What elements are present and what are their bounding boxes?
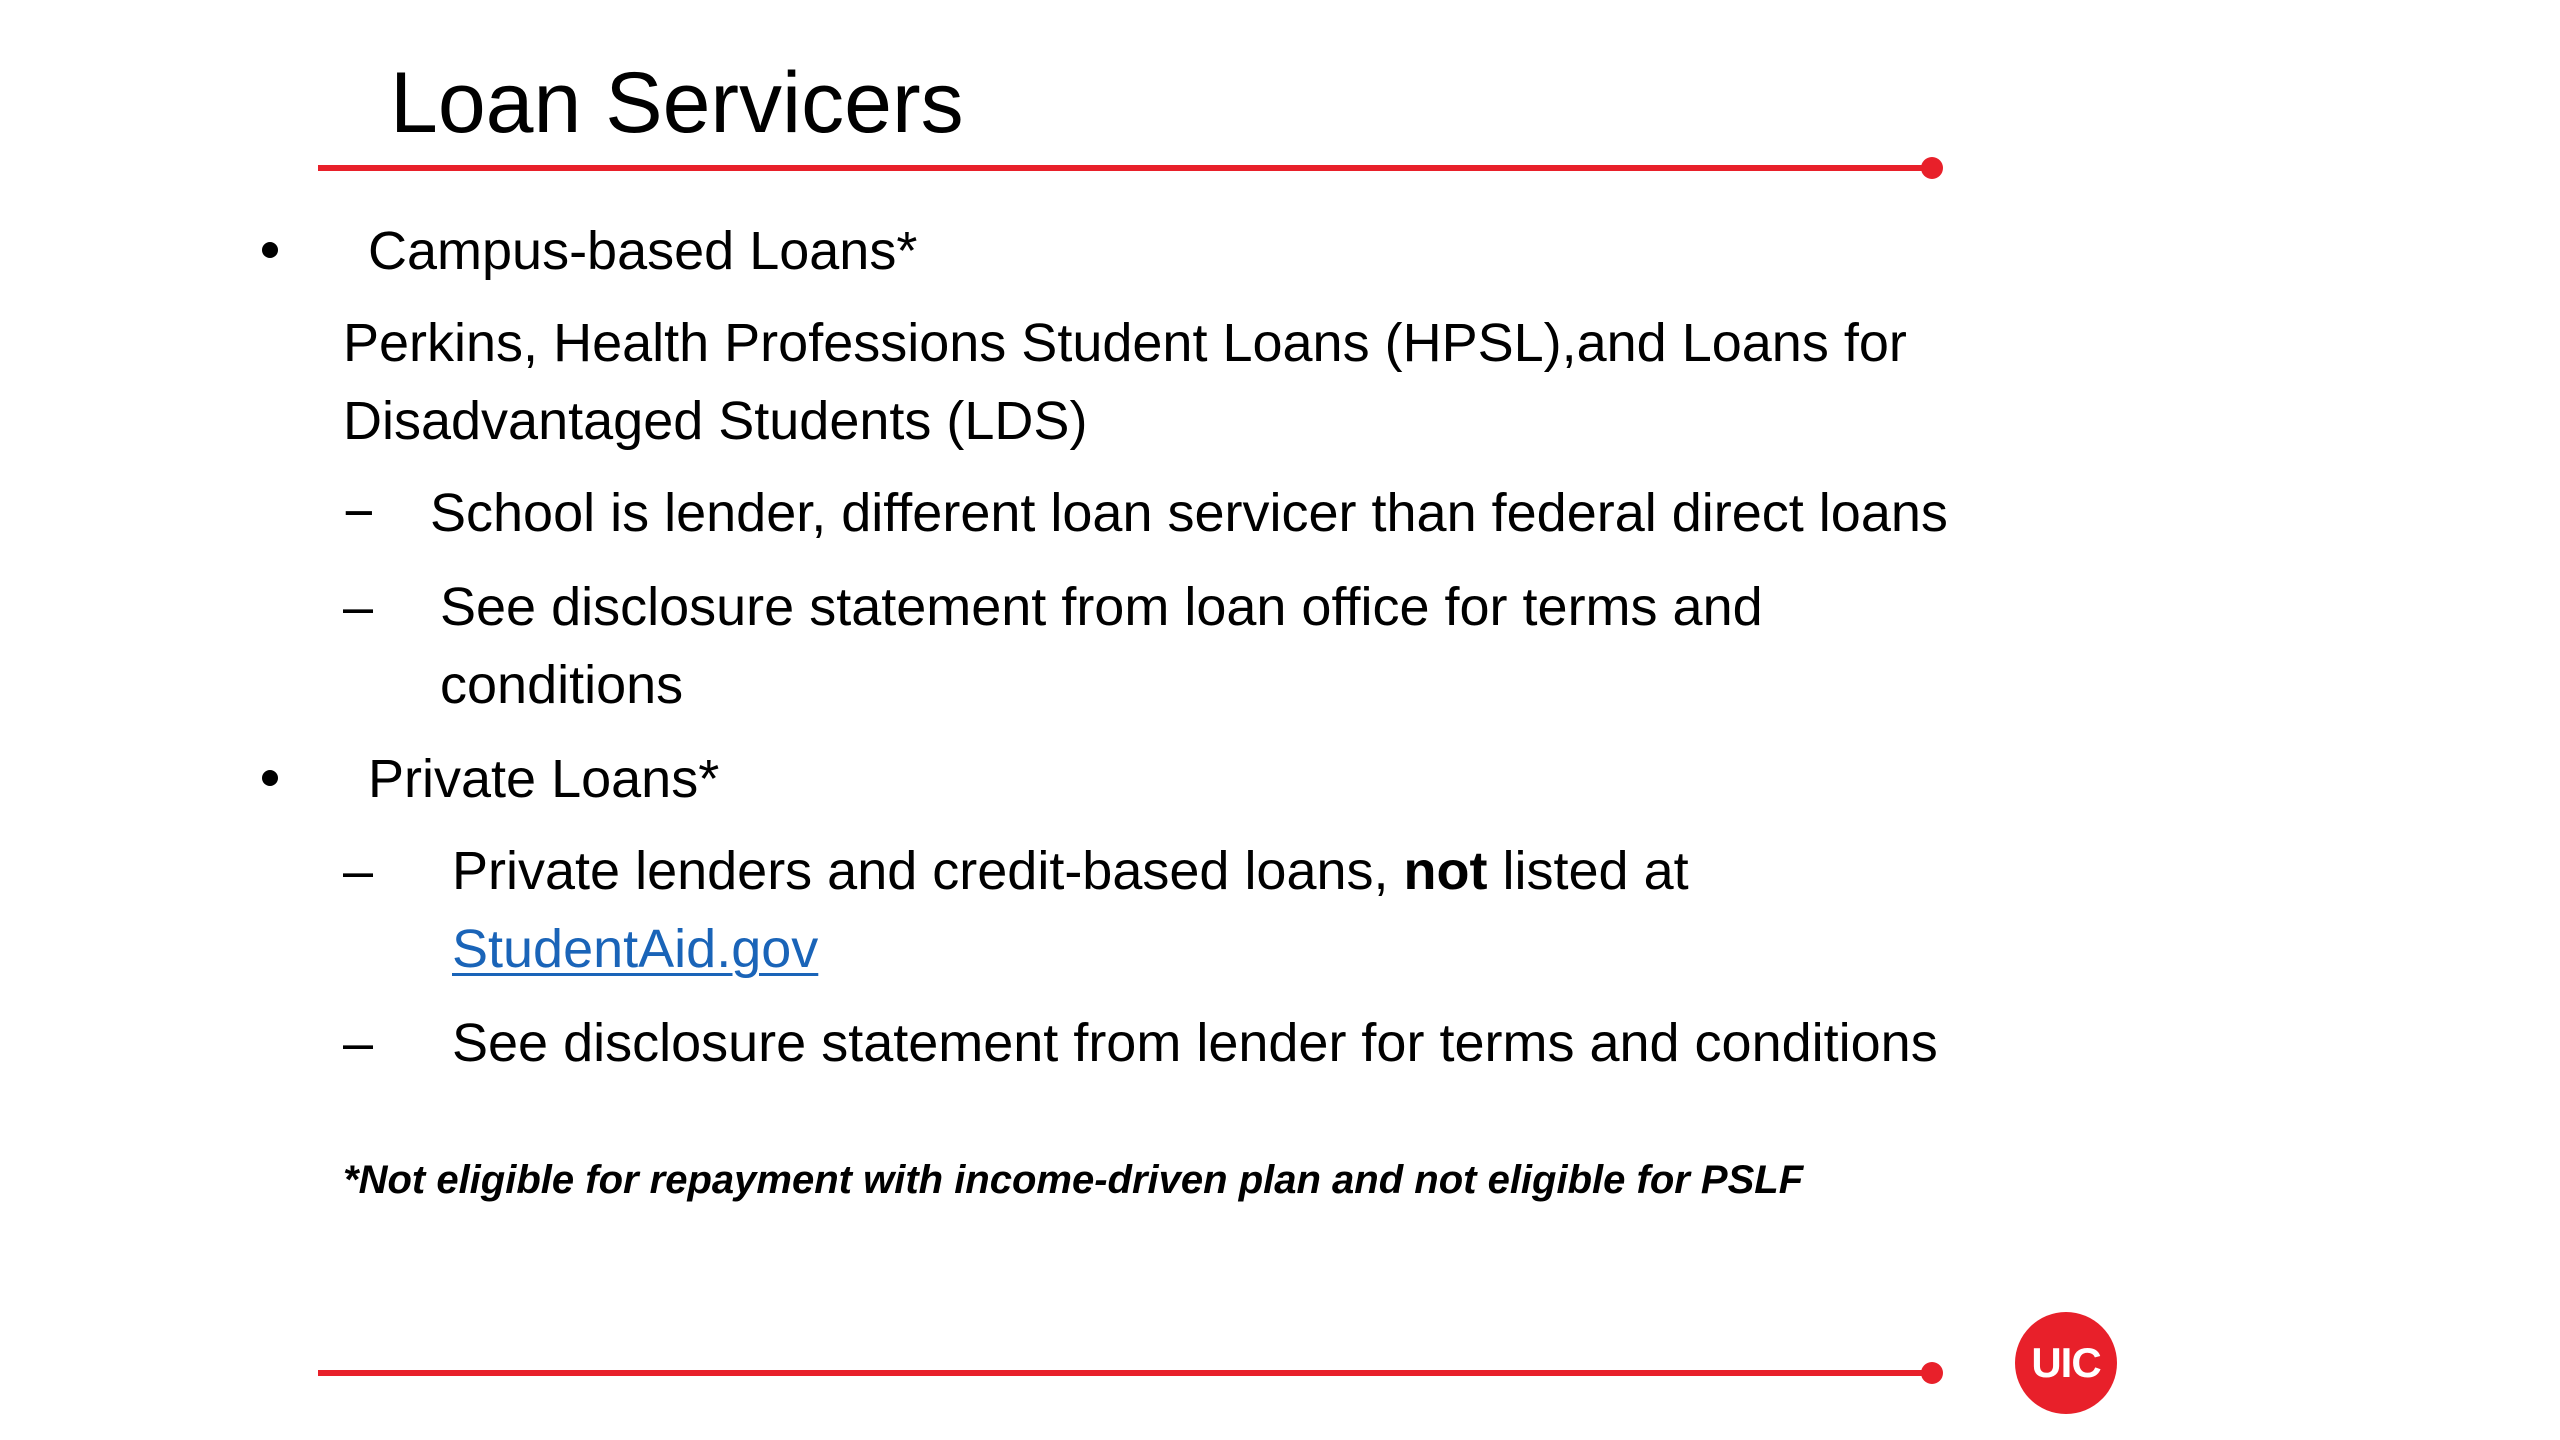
section1-description-line2: Disadvantaged Students (LDS) — [343, 391, 1088, 451]
bottom-divider-endpoint — [1921, 1362, 1943, 1384]
section2-heading: Private Loans* — [368, 749, 720, 809]
section1-point2-line1: See disclosure statement from loan office for terms and — [440, 577, 1763, 637]
section1-description-line1: Perkins, Health Professions Student Loans (HPSL),and Loans for — [343, 313, 1907, 373]
dash-marker: − — [343, 483, 375, 543]
section1-heading: Campus-based Loans* — [368, 221, 918, 281]
section2-point1-prefix: Private lenders and credit-based loans, — [452, 841, 1404, 901]
bullet-icon — [262, 242, 278, 258]
section2-point1 — [452, 832, 1689, 910]
section2-point1-emphasis: not — [1403, 841, 1488, 901]
dash-marker: – — [343, 577, 374, 637]
section1-point1: School is lender, different loan servicer than federal direct loans — [430, 483, 1948, 543]
slide-title: Loan Servicers — [390, 55, 964, 151]
studentaid-link[interactable]: StudentAid.gov — [452, 919, 819, 979]
bullet-icon — [262, 770, 278, 786]
footnote: *Not eligible for repayment with income-driven plan and not eligible for PSLF — [343, 1158, 1804, 1202]
dash-marker: – — [343, 841, 374, 901]
bottom-divider — [318, 1370, 1930, 1376]
section1-point2-line2: conditions — [440, 655, 684, 715]
uic-logo-text: UIC — [2031, 1339, 2101, 1386]
dash-marker: – — [343, 1013, 374, 1073]
uic-logo — [2015, 1312, 2117, 1414]
section2-point1-suffix: listed at — [1487, 841, 1689, 901]
section2-point2: See disclosure statement from lender for terms and conditions — [452, 1013, 1938, 1073]
